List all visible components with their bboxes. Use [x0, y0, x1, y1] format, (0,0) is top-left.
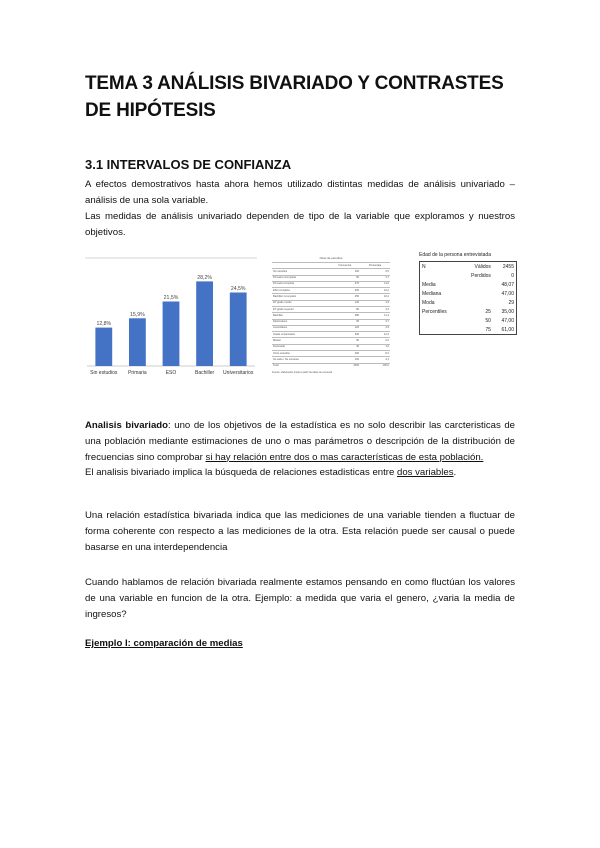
data-label-0: 12,8% [96, 321, 112, 328]
education-bar-chart [85, 256, 257, 386]
section-heading: 3.1 INTERVALOS DE CONFIANZA [85, 157, 292, 172]
dos-variables: dos variables [396, 467, 454, 479]
table-row: Primaria completa 270 11,0 [272, 281, 390, 287]
intro-paragraph-2: Las medidas de análisis univariado dependen de tipo de la variable que exploramos y nuestros objetivos. [85, 211, 515, 238]
table-row: No sabe / No contesta 100 4,1 [272, 357, 390, 363]
table-row: N Válidos 2455 [422, 263, 514, 270]
data-label-3: 28,2% [197, 274, 212, 281]
percent-header: Porcentaje [360, 263, 390, 269]
tick-label-1: Primaria [128, 370, 147, 376]
relacion-paragraph: Una relación estadística bivariada indica que las mediciones de una variable tienden a fluctuar de forma coherente con respecto a las mediciones de la otra. Esta relación puede ser causal o puede basarse en una interdependencia [85, 510, 515, 553]
bivariado-underlined: si hay relación entre dos o mas características de esta población. [205, 451, 484, 463]
bar-1 [129, 318, 146, 366]
data-label-1: 15,9% [130, 311, 145, 318]
intro-paragraph-1: A efectos demostrativos hasta ahora hemos utilizado distintas medidas de análisis univariado – análisis de una sola variable. [85, 179, 515, 206]
statistics-table-caption: Edad de la persona entrevistada [419, 252, 491, 258]
frequency-table-figure [272, 256, 390, 390]
bivariado-paragraph: Analisis bivariado: uno de los objetivos de la estadística es no solo describir las carcteristicas de una población mediante estimaciones de uno o mas parámetros o descripción de la distribución de frecuencias sino comprobar si hay relación entre dos o mas características de esta población. El analisis bivariado implica la búsqueda de relaciones estadisticas entre dos variables. [85, 420, 515, 479]
table-row: Doctorado 40 1,6 [272, 344, 390, 350]
table-row: Percentiles 25 35,00 [422, 308, 514, 315]
frequency-table-caption: Nivel de estudios [319, 256, 343, 260]
frequency-table [272, 262, 390, 369]
table-row: Bachiller 280 11,4 [272, 313, 390, 319]
data-label-4: 24,5% [230, 286, 246, 292]
table-row: Primaria incompleta 90 3,7 [272, 275, 390, 281]
table-row: Perdidos 0 [471, 272, 514, 279]
statistics-table [419, 261, 517, 335]
tick-label-0: Sin estudios [90, 370, 118, 376]
table-row: 50 47,00 [485, 317, 514, 324]
table-row: FP grado medio 120 4,9 [272, 300, 390, 306]
frequency-table-total: Total 2450 100,0 [273, 364, 389, 368]
example-heading: Ejemplo I: comparación de medias [85, 638, 243, 649]
bar-3 [196, 281, 213, 366]
table-row: Mediana 47,00 [422, 290, 514, 297]
table-row: Diplomatura 90 3,7 [272, 319, 390, 325]
page-title: TEMA 3 ANÁLISIS BIVARIADO Y CONTRASTES DE HIPÓTESIS [85, 73, 504, 121]
data-label-2: 21,5% [163, 295, 179, 301]
table-row: Media 48,07 [422, 281, 514, 288]
table-row: Máster 50 2,0 [272, 338, 390, 344]
table-row: Sin estudios 160 6,5 [272, 269, 390, 275]
table-row: Otros estudios 200 8,2 [272, 350, 390, 356]
table-row: 75 61,00 [485, 326, 514, 333]
tick-label-4: Universitarios [223, 370, 254, 376]
table-row: ESO completa 300 12,2 [272, 288, 390, 294]
bar-4 [230, 293, 247, 367]
bar-2 [163, 302, 180, 367]
bivariado-term: Analisis bivariado [85, 420, 169, 431]
statistics-table-figure [419, 252, 517, 335]
table-row: Licenciatura 120 4,9 [272, 325, 390, 331]
frequency-table-footnote: Fuente: elaboración propia a partir de datos de encuesta [272, 370, 333, 374]
tick-label-2: ESO [165, 370, 177, 376]
table-row: Grado universitario 300 12,2 [272, 332, 390, 338]
frequency-header: Frecuencia [329, 263, 360, 269]
table-row: FP grado superior 80 3,3 [272, 306, 390, 312]
tick-label-3: Bachiller [195, 370, 215, 376]
cuando-paragraph: Cuando hablamos de relación bivariada realmente estamos pensando en como fluctúan los valores de una variable en funcion de la otra. Ejemplo: a medida que varia el genero, ¿varia la media de ingresos? [85, 577, 515, 620]
table-row: Moda 29 [422, 299, 514, 306]
table-row: Bachiller incompleto 250 10,2 [272, 294, 390, 300]
bar-0 [95, 328, 112, 366]
